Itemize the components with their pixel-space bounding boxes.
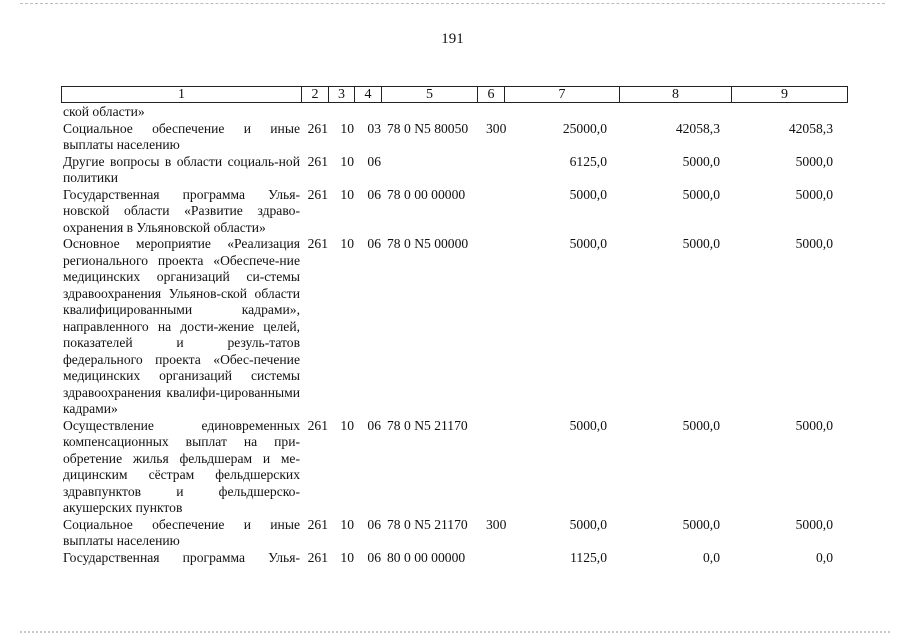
scan-artifact-bottom bbox=[20, 631, 890, 634]
row-target-article: 78 0 N5 21170 bbox=[387, 417, 468, 433]
row-code: 261 bbox=[307, 516, 328, 532]
row-subsection: 06 bbox=[367, 153, 381, 169]
row-value-8: 5000,0 bbox=[682, 186, 720, 202]
row-value-9: 5000,0 bbox=[795, 186, 833, 202]
header-col-6: 6 bbox=[478, 87, 505, 102]
row-name: ской области» bbox=[63, 104, 145, 119]
table-row bbox=[63, 154, 848, 187]
row-value-9: 42058,3 bbox=[788, 120, 833, 136]
row-value-9: 0,0 bbox=[816, 549, 833, 565]
row-subsection: 06 bbox=[367, 236, 381, 251]
row-name: Социальное обеспечение и иные выплаты населению bbox=[63, 516, 300, 548]
header-col-3: 3 bbox=[329, 87, 355, 102]
row-value-7: 6125,0 bbox=[569, 153, 607, 169]
table-row bbox=[63, 236, 848, 418]
row-value-9: 5000,0 bbox=[795, 417, 833, 433]
row-section: 10 bbox=[340, 549, 354, 565]
row-code: 261 bbox=[307, 417, 328, 433]
row-code: 261 bbox=[307, 153, 328, 169]
row-name: Другие вопросы в области социаль-ной политики bbox=[63, 153, 300, 185]
row-section: 10 bbox=[340, 417, 354, 433]
row-value-8: 5000,0 bbox=[682, 236, 720, 251]
row-value-8: 0,0 bbox=[703, 549, 720, 565]
row-value-8: 42058,3 bbox=[675, 120, 720, 136]
header-col-9: 9 bbox=[781, 87, 788, 102]
header-col-1: 1 bbox=[62, 87, 302, 102]
row-section: 10 bbox=[340, 120, 354, 136]
row-section: 10 bbox=[340, 186, 354, 202]
row-value-7: 1125,0 bbox=[570, 549, 607, 565]
header-col-7: 7 bbox=[505, 87, 620, 102]
row-name: Государственная программа Улья- bbox=[63, 549, 300, 565]
row-code: 261 bbox=[307, 549, 328, 565]
table-row bbox=[63, 104, 848, 121]
row-value-7: 5000,0 bbox=[569, 236, 607, 251]
scan-artifact-top bbox=[20, 3, 885, 5]
row-subsection: 06 bbox=[367, 549, 381, 565]
row-section: 10 bbox=[340, 153, 354, 169]
row-name: Основное мероприятие «Реализация регионального проекта «Обеспече-ние медицинских организаций си-стемы здравоохранения Ульянов-ской области квалифицированными кадрами», направленного на дости-жение целей, показателей и резуль-татов федерального проекта «Обес-печение медицинских организаций системы здравоохранения квалифи-цированными кадрами» bbox=[63, 236, 300, 416]
page-number: 191 bbox=[441, 31, 464, 47]
row-value-7: 5000,0 bbox=[569, 516, 607, 532]
header-col-5: 5 bbox=[382, 87, 478, 102]
row-value-9: 5000,0 bbox=[795, 236, 833, 251]
table-row bbox=[63, 121, 848, 154]
row-value-8: 5000,0 bbox=[682, 417, 720, 433]
table-row bbox=[63, 187, 848, 237]
row-target-article: 78 0 00 00000 bbox=[387, 186, 466, 202]
row-name: Осуществление единовременных компенсационных выплат на при-обретение жилья фельдшерам и ме-дицинским сёстрам фельдшерских здравпунктов и фельдшерско-акушерских пунктов bbox=[63, 417, 300, 515]
row-name: Государственная программа Улья-новской области «Развитие здраво-охранения в Ульяновской области» bbox=[63, 186, 300, 235]
row-code: 261 bbox=[307, 120, 328, 136]
table-header bbox=[61, 86, 848, 103]
row-expense-type: 300 bbox=[486, 516, 507, 532]
row-value-8: 5000,0 bbox=[682, 153, 720, 169]
row-target-article: 78 0 N5 80050 bbox=[387, 120, 469, 136]
row-subsection: 06 bbox=[367, 516, 381, 532]
row-code: 261 bbox=[307, 186, 328, 202]
table-body bbox=[63, 104, 848, 566]
row-value-8: 5000,0 bbox=[682, 516, 720, 532]
row-code: 261 bbox=[307, 236, 328, 251]
row-target-article: 80 0 00 00000 bbox=[387, 549, 466, 565]
row-value-7: 5000,0 bbox=[569, 186, 607, 202]
row-subsection: 06 bbox=[367, 417, 381, 433]
header-col-8: 8 bbox=[620, 87, 732, 102]
row-section: 10 bbox=[340, 516, 354, 532]
table-row bbox=[63, 517, 848, 550]
row-value-9: 5000,0 bbox=[795, 153, 833, 169]
row-value-7: 5000,0 bbox=[569, 417, 607, 433]
row-expense-type: 300 bbox=[486, 120, 507, 136]
table-row bbox=[63, 418, 848, 517]
row-section: 10 bbox=[340, 236, 354, 251]
row-target-article: 78 0 N5 21170 bbox=[387, 516, 468, 532]
row-target-article: 78 0 N5 00000 bbox=[387, 236, 469, 251]
row-value-9: 5000,0 bbox=[795, 516, 833, 532]
header-col-2: 2 bbox=[302, 87, 329, 102]
table-row bbox=[63, 550, 848, 567]
row-name: Социальное обеспечение и иные выплаты населению bbox=[63, 120, 300, 152]
header-col-4: 4 bbox=[355, 87, 382, 102]
row-value-7: 25000,0 bbox=[562, 120, 607, 136]
row-subsection: 03 bbox=[367, 120, 381, 136]
row-subsection: 06 bbox=[367, 186, 381, 202]
